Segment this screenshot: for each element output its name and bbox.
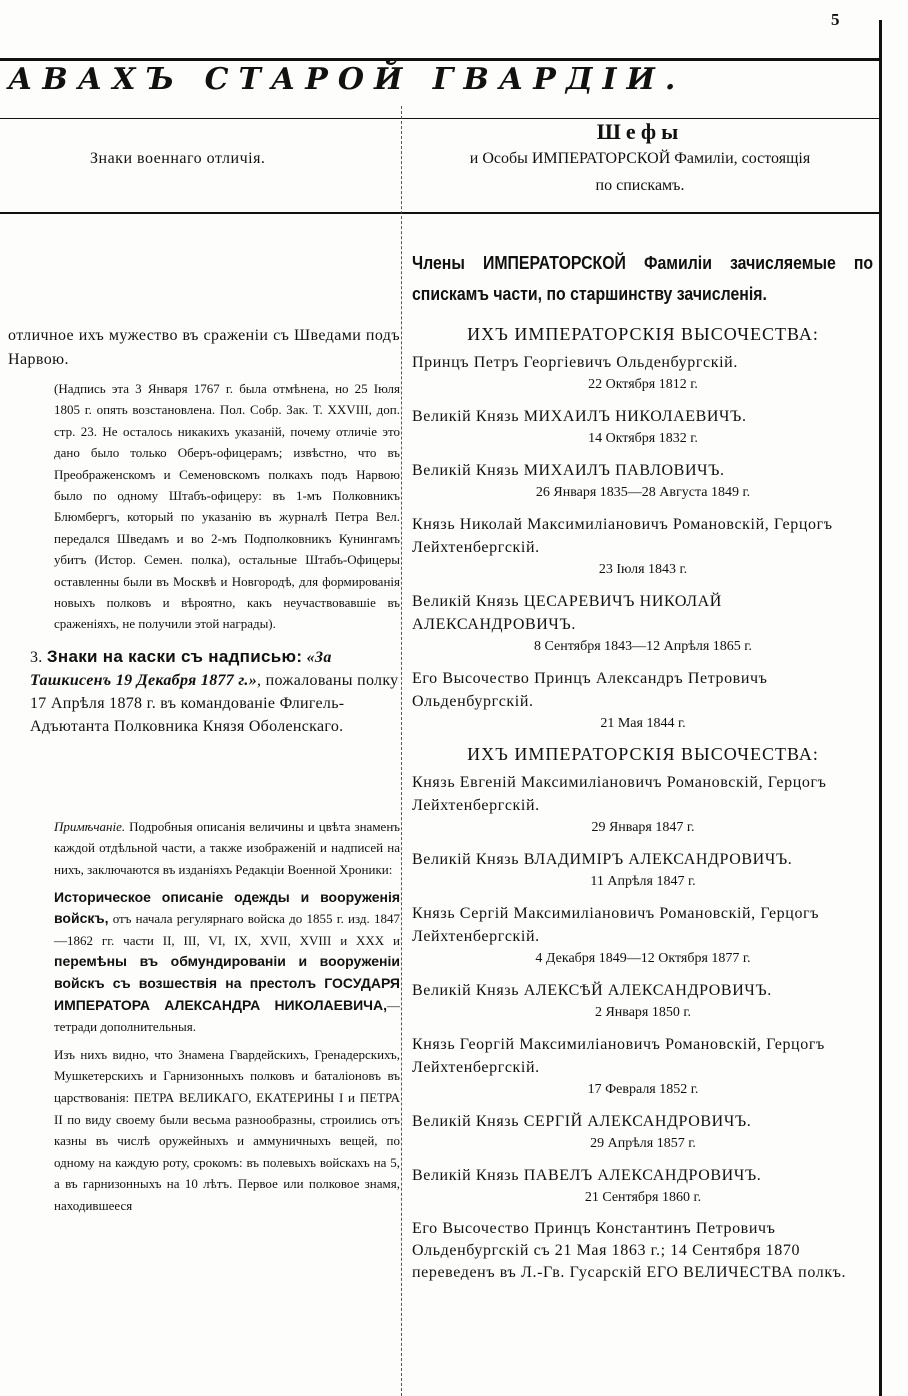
member-entry: [412, 513, 874, 580]
member-entry: [412, 1110, 874, 1154]
member-name: Великій Князь АЛЕКСѢЙ АЛЕКСАНДРОВИЧЪ.: [412, 982, 772, 999]
section-3-text: , пожалованы полку 17 Апрѣля 1878 г. въ командованіе Флигель-Адъютанта Полковника Князя Оболенскаго.: [30, 671, 399, 735]
remark-paragraph: [54, 816, 400, 881]
member-entry: [412, 771, 874, 838]
member-date: 23 Іюля 1843 г.: [598, 562, 688, 577]
chefs-title: Шефы: [596, 119, 684, 144]
members-group-2: [412, 771, 874, 1208]
member-date: 26 Января 1835—28 Августа 1849 г.: [535, 485, 751, 500]
left-column: [8, 324, 400, 1223]
member-entry: [412, 1164, 874, 1208]
historical-title: Историческое описаніе одежды и вооруженія войскъ,: [54, 888, 400, 927]
member-entry: [412, 405, 874, 449]
historical-text-2: —тетради дополнительныя.: [54, 997, 400, 1035]
members-group-1: [412, 351, 874, 734]
inscription-note: (Надпись эта 3 Января 1767 г. была отмѣнена, но 25 Іюля 1805 г. опять возстановлена. Пол. Собр. Зак. Т. XXVIII, доп. стр. 23. Не осталось никакихъ указаній, почему отличіе это дано было только Оберъ-офицерамъ; извѣстно, что въ Преображенскомъ и Семеновскомъ полкахъ подъ Нарвою было по одному Штабъ-офицеру: въ 1-мъ Полковникъ Блюмбергъ, который по указанію въ журналѣ Петра Вел. передался Шведамъ и во 2-мъ Подполковникъ Кунингамъ убитъ (Истор. Семен. полка), остальные Штабъ-Офицеры оставленны были въ Москвѣ и Новгородѣ, для формированія новыхъ полковъ и вѣроятно, какъ неучаствовавшіе въ сраженіяхъ, не получили этой награды).: [54, 381, 400, 632]
member-entry: [412, 667, 874, 734]
member-date: 17 Февраля 1852 г.: [587, 1082, 699, 1097]
right-border-rule: [879, 20, 882, 1396]
members-heading: Члены ИМПЕРАТОРСКОЙ Фамиліи зачисляемые по спискамъ части, по старшинству зачисленія.: [412, 253, 874, 304]
member-entry: [412, 590, 874, 657]
member-date: 29 Апрѣля 1857 г.: [590, 1136, 696, 1151]
member-name: Князь Николай Максимиліановичъ Романовскій, Герцогъ Лейхтенбергскій.: [412, 516, 833, 556]
remark-block: [8, 816, 400, 1217]
page-number: 5: [831, 10, 840, 29]
banners-paragraph: Изъ нихъ видно, что Знамена Гвардейскихъ, Гренадерскихъ, Мушкетерскихъ и Гарнизонныхъ полковъ и баталіоновъ въ царствованія: ПЕТРА ВЕЛИКАГО, ЕКАТЕРИНЫ I и ПЕТРА II по виду своему были весьма разнообразны, строились отъ казны въ числѣ оружейныхъ и аммуничныхъ вещей, по одному на каждую роту, срокомъ: въ полевыхъ войскахъ на 5, а въ гарнизонныхъ на 10 лѣтъ. Первое или полковое знамя, находившееся: [54, 1046, 400, 1213]
member-name: Его Высочество Принцъ Александръ Петровичъ Ольденбургскій.: [412, 670, 768, 710]
member-date: 22 Октября 1812 г.: [588, 377, 698, 392]
running-title: АВАХЪ СТАРОЙ ГВАРДІИ.: [8, 62, 686, 97]
member-date: 29 Января 1847 г.: [591, 820, 695, 835]
right-column-header: [402, 118, 878, 199]
left-column-header: Знаки военнаго отличія.: [90, 150, 266, 167]
member-entry: [412, 351, 874, 395]
chefs-subtitle-line2: по спискамъ.: [595, 177, 685, 194]
member-entry: [412, 459, 874, 503]
member-name: Великій Князь МИХАИЛЪ НИКОЛАЕВИЧЪ.: [412, 408, 747, 425]
member-entry: [412, 979, 874, 1023]
member-name: Князь Сергій Максимиліановичъ Романовскій, Герцогъ Лейхтенбергскій.: [412, 905, 820, 945]
member-name: Великій Князь СЕРГІЙ АЛЕКСАНДРОВИЧЪ.: [412, 1113, 752, 1130]
member-name: Князь Георгій Максимиліановичъ Романовскій, Герцогъ Лейхтенбергскій.: [412, 1036, 825, 1076]
member-date: 14 Октября 1832 г.: [588, 431, 698, 446]
member-date: 8 Сентября 1843—12 Апрѣля 1865 г.: [534, 639, 752, 654]
member-name: Великій Князь ВЛАДИМІРЪ АЛЕКСАНДРОВИЧЪ.: [412, 851, 793, 868]
remark-text: Подробныя описанія величины и цвѣта знаменъ каждой отдѣльной части, а также изображеній и надписей на нихъ, заключаются въ изданіяхъ Редакціи Военной Хроники:: [54, 818, 401, 878]
member-date: 4 Декабря 1849—12 Октября 1877 г.: [535, 951, 751, 966]
member-name: Великій Князь ПАВЕЛЪ АЛЕКСАНДРОВИЧЪ.: [412, 1167, 762, 1184]
member-date: 2 Января 1850 г.: [594, 1005, 692, 1020]
member-name: Великій Князь ЦЕСАРЕВИЧЪ НИКОЛАЙ АЛЕКСАНДРОВИЧЪ.: [412, 593, 722, 633]
section-3-title: Знаки на каски съ надписью:: [46, 646, 303, 666]
historical-text: отъ начала регулярнаго войска до 1855 г. изд. 1847—1862 гг. части II, III, VI, IX, XVII, XVIII и XXX и: [54, 911, 401, 948]
member-entry: [412, 848, 874, 892]
member-date: 21 Сентября 1860 г.: [584, 1190, 702, 1205]
section-3-number: 3.: [30, 648, 43, 666]
remark-label: Примѣчаніе.: [54, 818, 126, 834]
header-bottom-rule: [0, 212, 880, 214]
member-name: Князь Евгеній Максимиліановичъ Романовскій, Герцогъ Лейхтенбергскій.: [412, 774, 827, 814]
highness-heading-2: ИХЪ ИМПЕРАТОРСКІЯ ВЫСОЧЕСТВА:: [467, 744, 819, 764]
member-name: Принцъ Петръ Георгіевичъ Ольденбургскій.: [412, 354, 738, 371]
right-column: [412, 248, 874, 1294]
member-name: Его Высочество Принцъ Константинъ Петровичъ Ольденбургскій съ 21 Мая 1863 г.; 14 Сентября 1870 переведенъ въ Л.-Гв. Гусарскій ЕГО ВЕЛИЧЕСТВА полкъ.: [412, 1220, 847, 1281]
historical-title-2: перемѣны въ обмундированіи и вооруженіи войскъ съ возшествія на престолъ ГОСУДАРЯ ИМПЕРАТОРА АЛЕКСАНДРА НИКОЛАЕВИЧА,: [54, 953, 400, 1013]
highness-heading-1: ИХЪ ИМПЕРАТОРСКІЯ ВЫСОЧЕСТВА:: [467, 324, 819, 344]
chefs-subtitle-line1: и Особы ИМПЕРАТОРСКОЙ Фамиліи, состоящія: [469, 150, 811, 167]
member-name: Великій Князь МИХАИЛЪ ПАВЛОВИЧЪ.: [412, 462, 725, 479]
member-entry-last: [412, 1218, 874, 1284]
member-entry: [412, 1033, 874, 1100]
top-rule: [0, 58, 880, 61]
column-divider: [401, 106, 402, 1396]
member-date: 11 Апрѣля 1847 г.: [590, 874, 696, 889]
member-entry: [412, 902, 874, 969]
member-date: 21 Мая 1844 г.: [600, 716, 686, 731]
historical-description: [54, 887, 400, 1038]
section-3: [8, 645, 400, 738]
section-3-inscription: «За Ташкисенъ 19 Декабря 1877 г.»: [30, 648, 332, 689]
lead-paragraph: отличное ихъ мужество въ сраженіи съ Шведами подъ Нарвою.: [8, 327, 400, 368]
